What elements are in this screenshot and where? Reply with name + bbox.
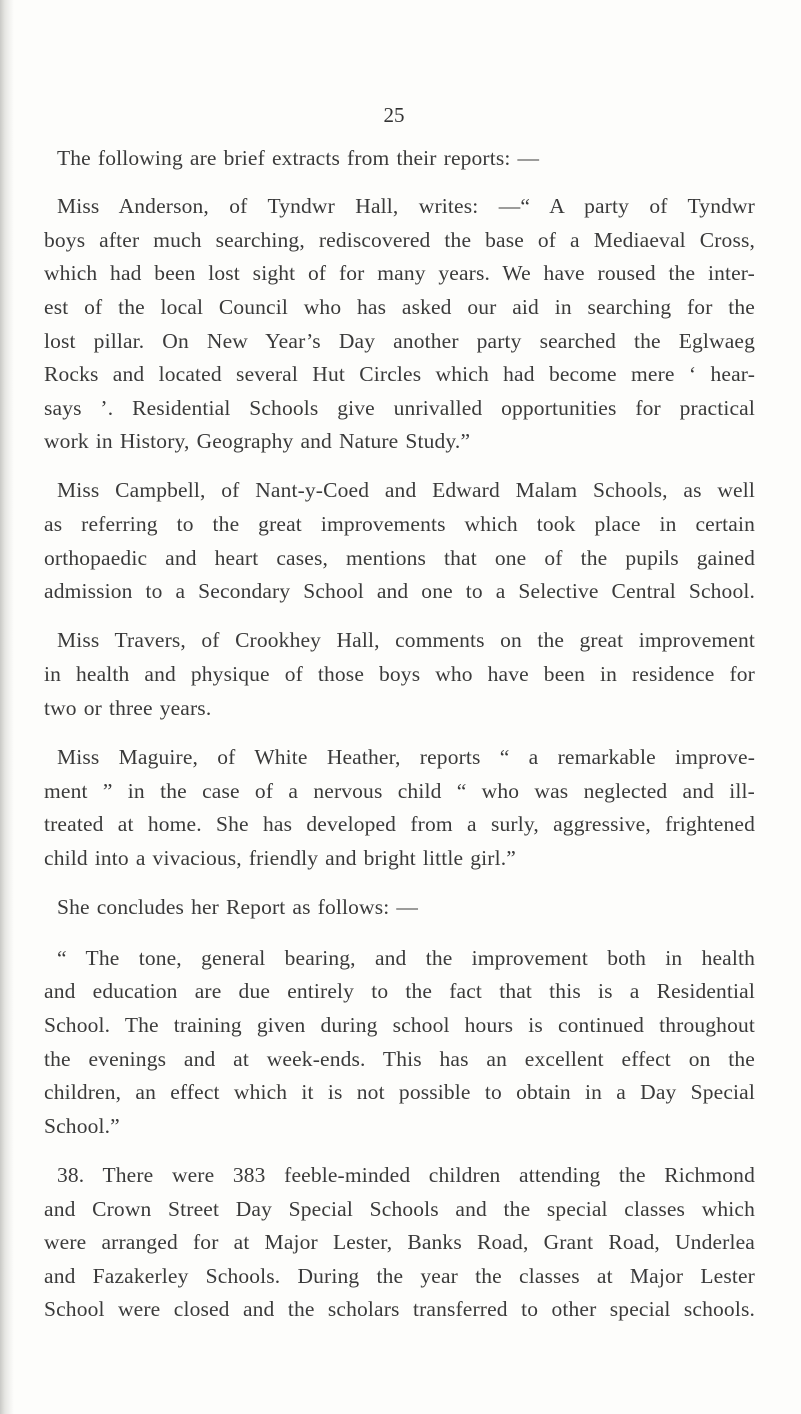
text-line: treated at home. She has developed from a surly, aggressive, frightened [44, 812, 755, 836]
page-binding-edge [0, 0, 14, 1414]
text-line: and Fazakerley Schools. During the year the classes at Major Lester [44, 1264, 755, 1288]
text-line: and education are due entirely to the fact that this is a Residential [44, 979, 755, 1003]
text-line: the evenings and at week-ends. This has an excellent effect on the [44, 1047, 755, 1071]
text-line: children, an effect which it is not possible to obtain in a Day Special [44, 1080, 755, 1104]
text-line: Miss Travers, of Crookhey Hall, comments on the great improvement [57, 628, 755, 652]
text-line: School were closed and the scholars transferred to other special schools. [44, 1297, 755, 1321]
text-line: ment ” in the case of a nervous child “ who was neglected and ill- [44, 779, 755, 803]
text-line: Miss Campbell, of Nant-y-Coed and Edward Malam Schools, as well [57, 478, 755, 502]
text-line: “ The tone, general bearing, and the improvement both in health [57, 946, 755, 970]
text-line: were arranged for at Major Lester, Banks Road, Grant Road, Underlea [44, 1230, 755, 1254]
text-line: Miss Anderson, of Tyndwr Hall, writes: —“ A party of Tyndwr [57, 194, 755, 218]
text-line: School. The training given during school hours is continued throughout [44, 1013, 755, 1037]
text-line: in health and physique of those boys who have been in residence for [44, 662, 755, 686]
text-line: 38. There were 383 feeble-minded children attending the Richmond [57, 1163, 755, 1187]
text-line: two or three years. [44, 696, 212, 720]
text-line: admission to a Secondary School and one to a Selective Central School. [44, 579, 755, 603]
text-line: as referring to the great improvements which took place in certain [44, 512, 755, 536]
text-line: Miss Maguire, of White Heather, reports “ a remarkable improve- [57, 745, 755, 769]
text-line: child into a vivacious, friendly and bright little girl.” [44, 846, 516, 870]
text-line: She concludes her Report as follows: — [57, 895, 419, 919]
text-line: orthopaedic and heart cases, mentions that one of the pupils gained [44, 546, 755, 570]
text-line: The following are brief extracts from their reports: — [57, 146, 540, 170]
text-line: boys after much searching, rediscovered the base of a Mediaeval Cross, [44, 228, 755, 252]
page-number: 25 [383, 103, 405, 127]
text-line: lost pillar. On New Year’s Day another party searched the Eglwaeg [44, 329, 755, 353]
text-line: Rocks and located several Hut Circles which had become mere ‘ hear- [44, 362, 755, 386]
text-line: est of the local Council who has asked our aid in searching for the [44, 295, 755, 319]
text-line: says ’. Residential Schools give unrivalled opportunities for practical [44, 396, 755, 420]
text-line: School.” [44, 1114, 120, 1138]
text-line: which had been lost sight of for many years. We have roused the inter- [44, 261, 755, 285]
text-line: and Crown Street Day Special Schools and the special classes which [44, 1197, 755, 1221]
text-line: work in History, Geography and Nature Study.” [44, 429, 471, 453]
